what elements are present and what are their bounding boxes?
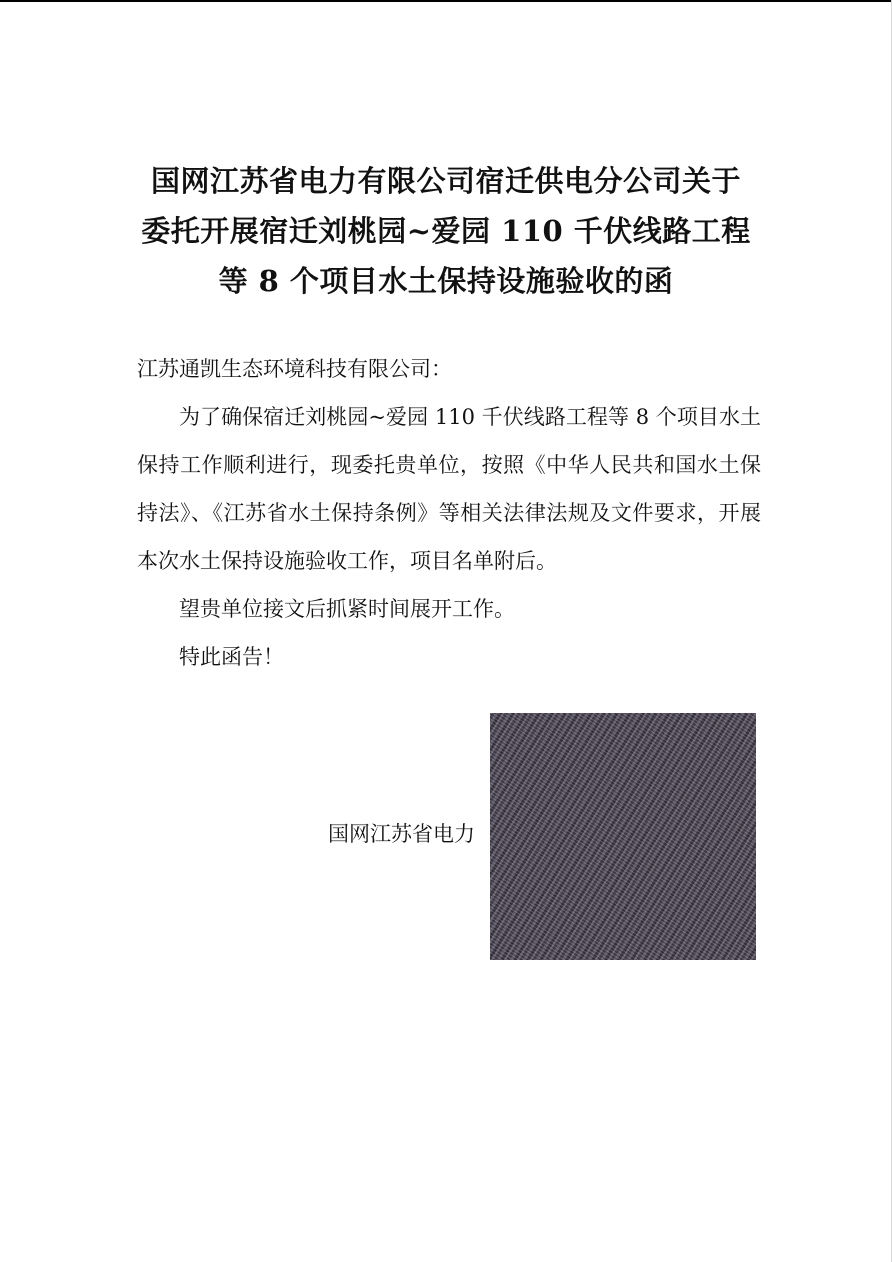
redacted-seal-block xyxy=(490,713,756,960)
issuer-signature: 国网江苏省电力 xyxy=(328,822,475,846)
top-border xyxy=(0,0,892,2)
letter-body xyxy=(137,345,761,681)
title-line-3: 等 8 个项目水土保持设施验收的函 xyxy=(218,264,674,298)
body-paragraph-2: 望贵单位接文后抓紧时间展开工作。 xyxy=(179,597,515,621)
body-paragraph-1: 为了确保宿迁刘桃园~爱园 110 千伏线路工程等 8 个项目水土保持工作顺利进行，现委托贵单位，按照《中华人民共和国水土保持法》、《江苏省水土保持条例》等相关法律法规及文件要求，开展本次水土保持设施验收工作，项目名单附后。 xyxy=(137,405,761,573)
closing-line: 特此函告！ xyxy=(179,645,284,669)
title-line-2: 委托开展宿迁刘桃园~爱园 110 千伏线路工程 xyxy=(141,214,751,248)
addressee: 江苏通凯生态环境科技有限公司： xyxy=(137,357,452,381)
document-title xyxy=(120,156,772,306)
title-line-1: 国网江苏省电力有限公司宿迁供电分公司关于 xyxy=(150,164,741,198)
